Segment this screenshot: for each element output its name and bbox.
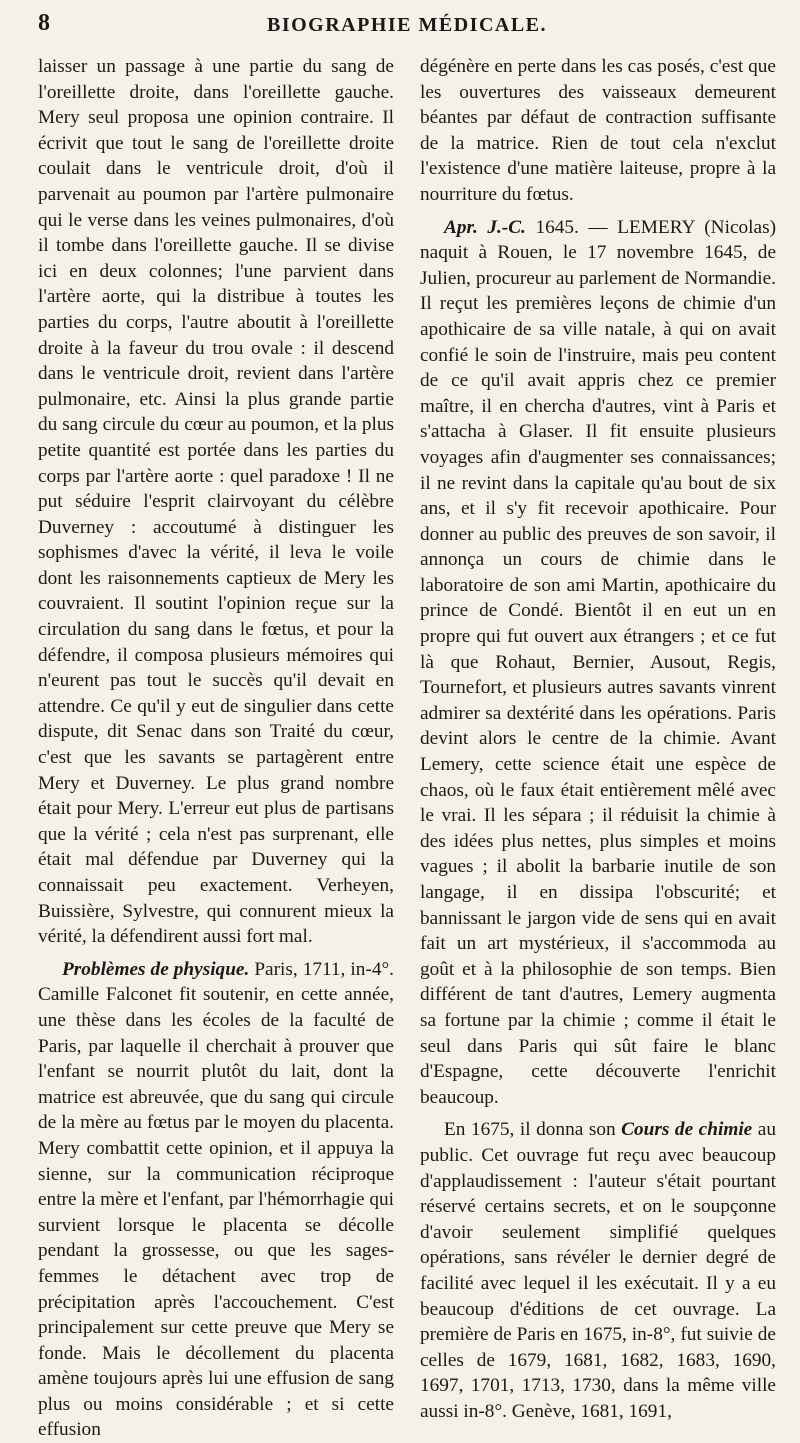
- text-columns: [38, 54, 776, 1443]
- right-paragraph-3-start: En 1675, il donna son: [444, 1119, 622, 1141]
- left-paragraph-2-text: Paris, 1711, in-4°. Camille Falconet fit soutenir, en cette année, une thèse dans les écoles de la faculté de Paris, par laquelle il cherchait à prouver que l'enfant se nourrit plutôt du lait, dont la matrice est abreuvée, que du sang qui circule de la mère au fœtus par le moyen du placenta. Mery combattit cette opinion, et il appuya la sienne, sur la communication réciproque entre la mère et l'enfant, par l'hémorrhagie qui survient lorsque le placenta se décolle pendant la grossesse, ou que les sages-femmes le détachent avec trop de précipitation après l'accouchement. C'est principalement sur cette preuve que Mery se fonde. Mais le décollement du placenta amène toujours après lui une effusion de sang plus ou moins considérable ; et si cette effusion: [38, 958, 394, 1441]
- left-paragraph-2: [38, 957, 394, 1443]
- right-paragraph-3: [420, 1117, 776, 1424]
- right-paragraph-1: dégénère en perte dans les cas posés, c'est que les ouvertures des vaisseaux demeurent béantes par défaut de contraction suffisante de la matrice. Rien de tout cela n'exclut l'existence d'une matière laiteuse, propre à la nourriture du fœtus.: [420, 56, 776, 205]
- right-paragraph-3-text: au public. Cet ouvrage fut reçu avec beaucoup d'applaudissement : l'auteur s'était pourtant réservé certains secrets, et on le soupçonne d'avoir seulement simplifié quelques opérations, sans révéler le dernier degré de facilité avec lequel il les exécutait. Il y a eu beaucoup d'éditions de cet ouvrage. La première de Paris en 1675, in-8°, fut suivie de celles de 1679, 1681, 1682, 1683, 1690, 1697, 1701, 1713, 1730, dans la même ville aussi in-8°. Genève, 1681, 1691,: [420, 1119, 776, 1422]
- page-header: [38, 8, 776, 54]
- page-number: 8: [38, 10, 50, 36]
- running-head: BIOGRAPHIE MÉDICALE.: [266, 14, 548, 36]
- right-paragraph-2-text: 1645. — LEMERY (Nicolas) naquit à Rouen, le 17 novembre 1645, de Julien, procureur au parlement de Normandie. Il reçut les premières leçons de chimie d'un apothicaire de sa ville natale, à qui on avait confié le soin de l'instruire, mais peu content de ce qu'il avait appris chez ce premier maître, il en chercha d'autres, vint à Paris et s'attacha à Glaser. Il fit ensuite plusieurs voyages afin d'augmenter ses connaissances; il ne revint dans la capitale qu'au bout de six ans, et il s'y fit recevoir apothicaire. Pour donner au public des preuves de son savoir, il annonça un cours de chimie dans le laboratoire de son ami Martin, apothicaire du prince de Condé. Bientôt il en eut un en propre qui fut ouvert aux étrangers ; et ce fut là que Rohaut, Bernier, Ausout, Regis, Tournefort, et plusieurs autres savants vinrent admirer sa dextérité dans les opérations. Paris devint alors le centre de la chimie. Avant Lemery, cette science était une espèce de chaos, où le faux était entièrement mêlé avec le vrai. Il les sépara ; il réduisit la chimie à des idées plus nettes, plus simples et moins vagues ; il abolit la barbarie inutile de son langage, il en dissipa l'obscurité; et bannissant le jargon vide de sens qui en avait fait un art mystérieux, il s'accommoda au goût et à la philosophie de son temps. Bien différent de tant d'autres, Lemery augmenta sa fortune par la chimie ; comme il était le seul dans Paris qui sût faire le blanc d'Espagne, cette découverte l'enrichit beaucoup.: [420, 216, 776, 1108]
- work-title-cours: Cours de chimie: [621, 1119, 753, 1141]
- left-column: [38, 54, 394, 1443]
- work-title-problemes: Problèmes de physique.: [62, 958, 250, 980]
- left-paragraph-1: laisser un passage à une partie du sang de l'oreillette droite, dans l'oreillette gauche. Mery seul proposa une opinion contraire. Il écrivit que tout le sang de l'oreillette droite coulait dans le ventricule droit, d'où il parvenait au poumon par l'artère pulmonaire qui le verse dans les veines pulmonaires, d'où il tombe dans l'oreillette gauche. Il se divise ici en deux colonnes; l'une parvient dans l'artère aorte, qui la distribue à toutes les parties du corps, l'autre aboutit à l'oreillette droite à la faveur du trou ovale : il descend dans le ventricule droit, revient dans l'artère pulmonaire, etc. Ainsi la plus grande partie du sang circule du cœur au poumon, et la plus petite quantité est portée dans les parties du corps par l'artère aorte : quel paradoxe ! Il ne put séduire l'esprit clairvoyant du célèbre Duverney : accoutumé à distinguer les sophismes d'avec la vérité, il leva le voile dont les raisonnements captieux de Mery les couvraient. Il soutint l'opinion reçue sur la circulation du sang dans le fœtus, et pour la défendre, il composa plusieurs mémoires qui n'eurent pas tout le succès qu'il devait en attendre. Ce qu'il y eut de singulier dans cette dispute, dit Senac dans son Traité du cœur, c'est que les savants se partagèrent entre Mery et Duverney. Le plus grand nombre était pour Mery. L'erreur eut plus de partisans que la vérité ; cela n'est pas surprenant, elle était mal défendue par Duverney qui la connaissait peu exactement. Verheyen, Buissière, Sylvestre, qui connurent mieux la vérité, la défendirent aussi fort mal.: [38, 56, 394, 948]
- right-column: [420, 54, 776, 1443]
- right-paragraph-2: [420, 215, 776, 1111]
- era-label: Apr. J.-C.: [444, 216, 526, 238]
